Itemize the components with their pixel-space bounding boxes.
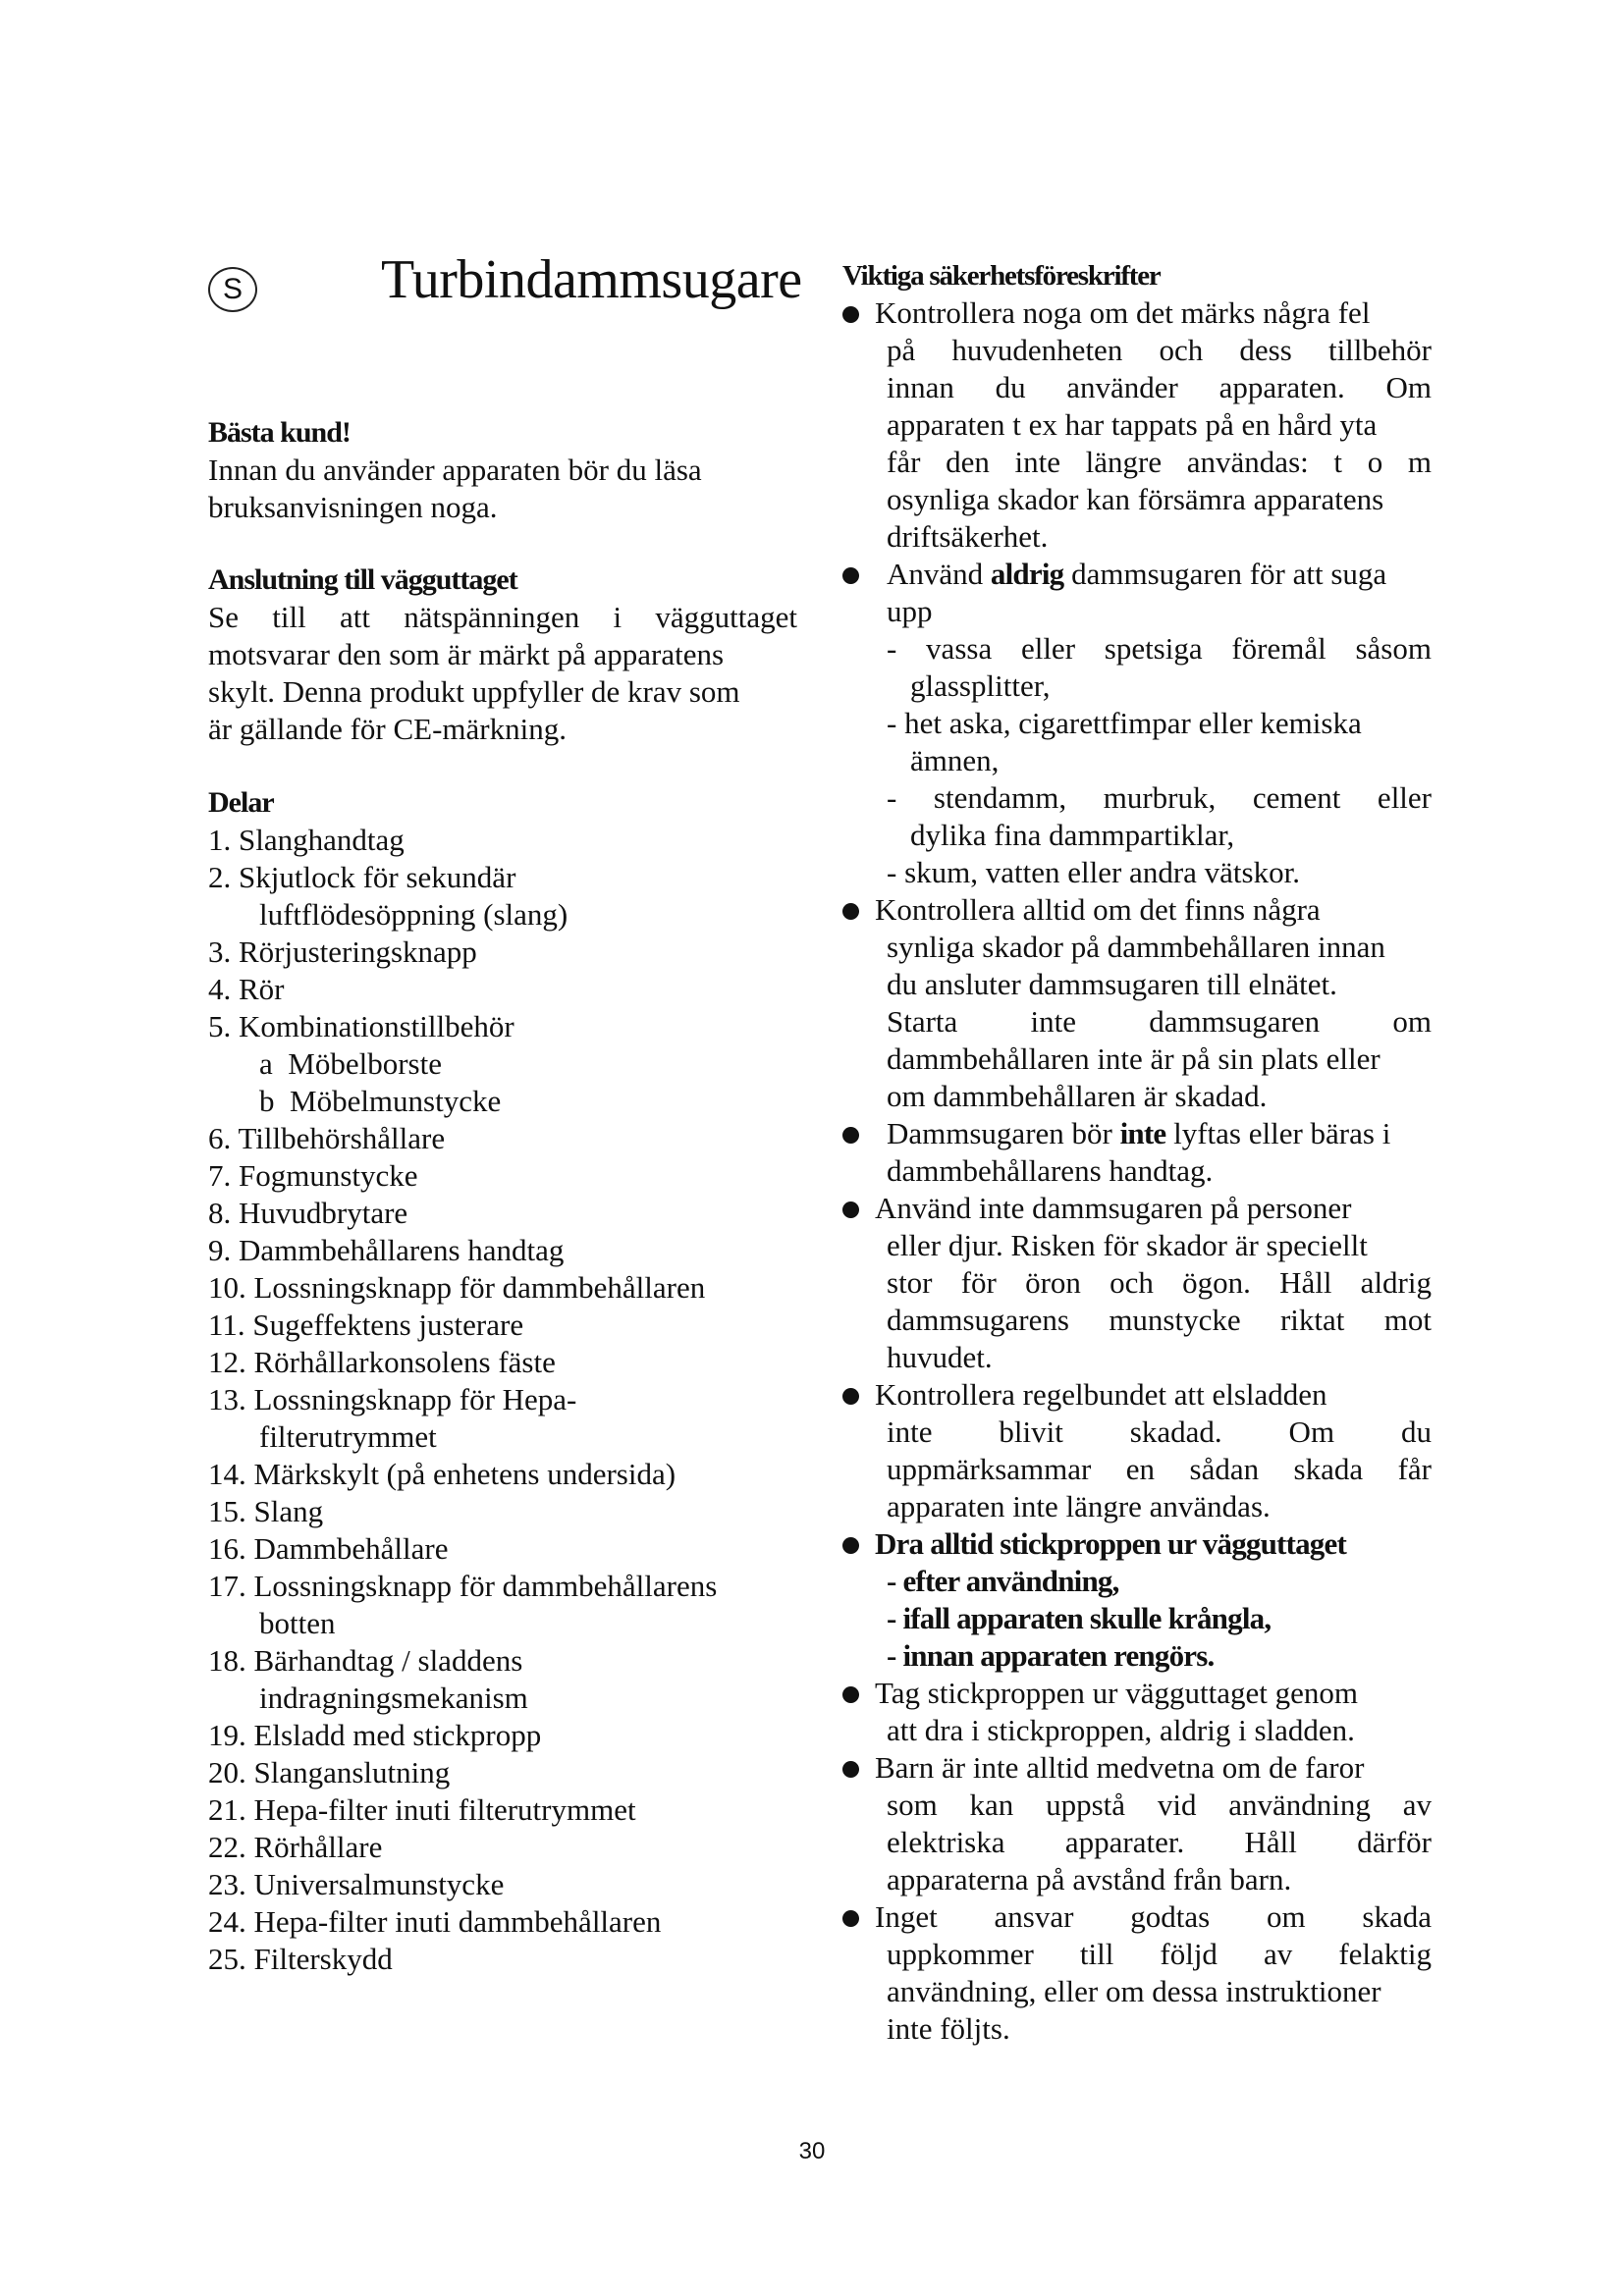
parts-item: 7. Fogmunstycke xyxy=(208,1158,418,1193)
safety-line: Dra alltid stickproppen ur vägguttaget xyxy=(875,1526,1346,1561)
safety-item xyxy=(842,891,1432,1115)
bullet-icon xyxy=(842,1201,859,1218)
safety-line: huvudet. xyxy=(887,1340,993,1374)
greeting-section xyxy=(208,414,797,526)
safety-line: att dra i stickproppen, aldrig i sladden. xyxy=(887,1713,1355,1747)
greeting-line: Innan du använder apparaten bör du läsa xyxy=(208,453,702,487)
parts-item: 19. Elsladd med stickpropp xyxy=(208,1718,542,1752)
greeting-line: bruksanvisningen noga. xyxy=(208,490,498,524)
page-number: 30 xyxy=(798,2138,826,2164)
safety-line: Kontrollera regelbundet att elsladden xyxy=(875,1377,1327,1412)
safety-item xyxy=(842,294,1432,556)
safety-text: Använd xyxy=(887,557,991,591)
parts-item: 22. Rörhållare xyxy=(208,1830,383,1864)
parts-item: 25. Filterskydd xyxy=(208,1942,393,1976)
connection-line: Se till att nätspänningen i vägguttaget xyxy=(208,600,797,634)
safety-line: som kan uppstå vid användning av xyxy=(887,1788,1432,1822)
safety-line: driftsäkerhet. xyxy=(887,519,1049,554)
bullet-icon xyxy=(842,306,859,323)
safety-item xyxy=(842,556,1432,891)
parts-item: 16. Dammbehållare xyxy=(208,1531,449,1566)
bullet-icon xyxy=(842,1537,859,1554)
safety-item xyxy=(842,1675,1432,1749)
parts-item-continuation: filterutrymmet xyxy=(259,1419,437,1454)
connection-heading: Anslutning till vägguttaget xyxy=(208,563,517,596)
parts-item: 18. Bärhandtag / sladdens xyxy=(208,1643,523,1678)
safety-line: om dammbehållaren är skadad. xyxy=(887,1079,1268,1113)
safety-dash-line: - stendamm, murbruk, cement eller xyxy=(887,780,1432,815)
safety-item xyxy=(842,1525,1432,1675)
bullet-icon xyxy=(842,1910,859,1927)
safety-item xyxy=(842,1376,1432,1525)
parts-list xyxy=(208,822,797,1978)
safety-dash-line: - skum, vatten eller andra vätskor. xyxy=(887,855,1300,889)
safety-emphasis: aldrig xyxy=(990,557,1064,591)
parts-item: 12. Rörhållarkonsolens fäste xyxy=(208,1345,556,1379)
safety-emphasis: inte xyxy=(1119,1116,1166,1150)
parts-item: 23. Universalmunstycke xyxy=(208,1867,505,1901)
bullet-icon xyxy=(842,567,859,584)
parts-item: 5. Kombinationstillbehör xyxy=(208,1009,514,1043)
parts-item: 9. Dammbehållarens handtag xyxy=(208,1233,565,1267)
safety-line: du ansluter dammsugaren till elnätet. xyxy=(887,967,1337,1001)
parts-subitem: b Möbelmunstycke xyxy=(259,1084,502,1118)
safety-line: Använd inte dammsugaren på personer xyxy=(875,1191,1352,1225)
safety-line: Starta inte dammsugaren om xyxy=(887,1004,1432,1039)
safety-text: Dammsugaren bör xyxy=(887,1116,1120,1150)
safety-line: Inget ansvar godtas om skada xyxy=(875,1899,1432,1934)
safety-dash-line: - ifall apparaten skulle krångla, xyxy=(887,1601,1272,1635)
safety-dash-line: - innan apparaten rengörs. xyxy=(887,1638,1215,1673)
parts-item: 14. Märkskylt (på enhetens undersida) xyxy=(208,1457,677,1491)
safety-list xyxy=(842,294,1432,2048)
page-title: Turbindammsugare xyxy=(381,249,802,310)
safety-line: innan du använder apparaten. Om xyxy=(887,370,1432,404)
safety-line: inte följts. xyxy=(887,2011,1010,2046)
safety-line: apparaten t ex har tappats på en hård yta xyxy=(887,407,1378,442)
parts-section xyxy=(208,784,797,1978)
parts-item-continuation: indragningsmekanism xyxy=(259,1681,528,1715)
safety-dash-line: dylika fina dammpartiklar, xyxy=(910,818,1235,852)
parts-item: 10. Lossningsknapp för dammbehållaren xyxy=(208,1270,706,1305)
bullet-icon xyxy=(842,1127,859,1144)
parts-item: 1. Slanghandtag xyxy=(208,823,405,857)
safety-line: stor för öron och ögon. Håll aldrig xyxy=(887,1265,1432,1300)
parts-item-continuation: botten xyxy=(259,1606,336,1640)
safety-line: eller djur. Risken för skador är speciellt xyxy=(887,1228,1368,1262)
safety-line: inte blivit skadad. Om du xyxy=(887,1415,1432,1449)
bullet-icon xyxy=(842,903,859,920)
safety-dash-line: ämnen, xyxy=(910,743,1000,777)
safety-item xyxy=(842,1115,1432,1190)
safety-line: dammsugarens munstycke riktat mot xyxy=(887,1303,1432,1337)
parts-item: 6. Tillbehörshållare xyxy=(208,1121,446,1155)
safety-text: dammsugaren för att suga xyxy=(1063,557,1387,591)
parts-item: 17. Lossningsknapp för dammbehållarens xyxy=(208,1569,718,1603)
safety-line: elektriska apparater. Håll därför xyxy=(887,1825,1432,1859)
safety-text: lyftas eller bäras i xyxy=(1165,1116,1391,1150)
connection-line: är gällande för CE-märkning. xyxy=(208,712,567,746)
language-badge xyxy=(208,267,257,312)
parts-item: 3. Rörjusteringsknapp xyxy=(208,934,477,969)
parts-item: 4. Rör xyxy=(208,972,285,1006)
safety-item xyxy=(842,1749,1432,1898)
parts-item-continuation: luftflödesöppning (slang) xyxy=(259,897,568,932)
safety-dash-line: glassplitter, xyxy=(910,668,1051,703)
parts-item: 2. Skjutlock för sekundär xyxy=(208,860,516,894)
parts-item: 20. Slanganslutning xyxy=(208,1755,451,1789)
connection-line: skylt. Denna produkt uppfyller de krav som xyxy=(208,674,740,709)
parts-item: 15. Slang xyxy=(208,1494,324,1528)
safety-dash-line: - het aska, cigarettfimpar eller kemiska xyxy=(887,706,1362,740)
parts-heading: Delar xyxy=(208,786,274,819)
parts-item: 8. Huvudbrytare xyxy=(208,1196,408,1230)
bullet-icon xyxy=(842,1388,859,1405)
safety-line: dammbehållarens handtag. xyxy=(887,1153,1214,1188)
parts-item: 21. Hepa-filter inuti filterutrymmet xyxy=(208,1792,636,1827)
safety-item xyxy=(842,1190,1432,1376)
parts-subitem: a Möbelborste xyxy=(259,1046,442,1081)
safety-dash-line: - vassa eller spetsiga föremål såsom xyxy=(887,631,1432,666)
connection-section xyxy=(208,561,797,748)
bullet-icon xyxy=(842,1686,859,1703)
parts-item: 13. Lossningsknapp för Hepa- xyxy=(208,1382,577,1416)
greeting-heading: Bästa kund! xyxy=(208,416,351,449)
safety-dash-line: - efter användning, xyxy=(887,1564,1119,1598)
safety-line: Kontrollera noga om det märks några fel xyxy=(875,295,1371,330)
safety-line: uppmärksammar en sådan skada får xyxy=(887,1452,1432,1486)
safety-line: dammbehållaren inte är på sin plats eller xyxy=(887,1041,1380,1076)
parts-item: 24. Hepa-filter inuti dammbehållaren xyxy=(208,1904,662,1939)
safety-line: apparaten inte längre användas. xyxy=(887,1489,1271,1523)
safety-item xyxy=(842,1898,1432,2048)
safety-line: Barn är inte alltid medvetna om de faror xyxy=(875,1750,1365,1785)
language-badge-label: S xyxy=(222,273,243,305)
safety-line: Kontrollera alltid om det finns några xyxy=(875,892,1321,927)
safety-line: på huvudenheten och dess tillbehör xyxy=(887,333,1432,367)
safety-line: uppkommer till följd av felaktig xyxy=(887,1937,1432,1971)
safety-heading: Viktiga säkerhetsföreskrifter xyxy=(842,260,1161,292)
safety-line: användning, eller om dessa instruktioner xyxy=(887,1974,1381,2008)
safety-line: Tag stickproppen ur vägguttaget genom xyxy=(875,1676,1358,1710)
safety-line: får den inte längre användas: t o m xyxy=(887,445,1432,479)
safety-line: upp xyxy=(887,594,933,628)
parts-item: 11. Sugeffektens justerare xyxy=(208,1308,524,1342)
safety-line: osynliga skador kan försämra apparatens xyxy=(887,482,1384,516)
bullet-icon xyxy=(842,1761,859,1778)
safety-line: apparaterna på avstånd från barn. xyxy=(887,1862,1292,1896)
connection-line: motsvarar den som är märkt på apparatens xyxy=(208,637,725,671)
safety-line: synliga skador på dammbehållaren innan xyxy=(887,930,1385,964)
